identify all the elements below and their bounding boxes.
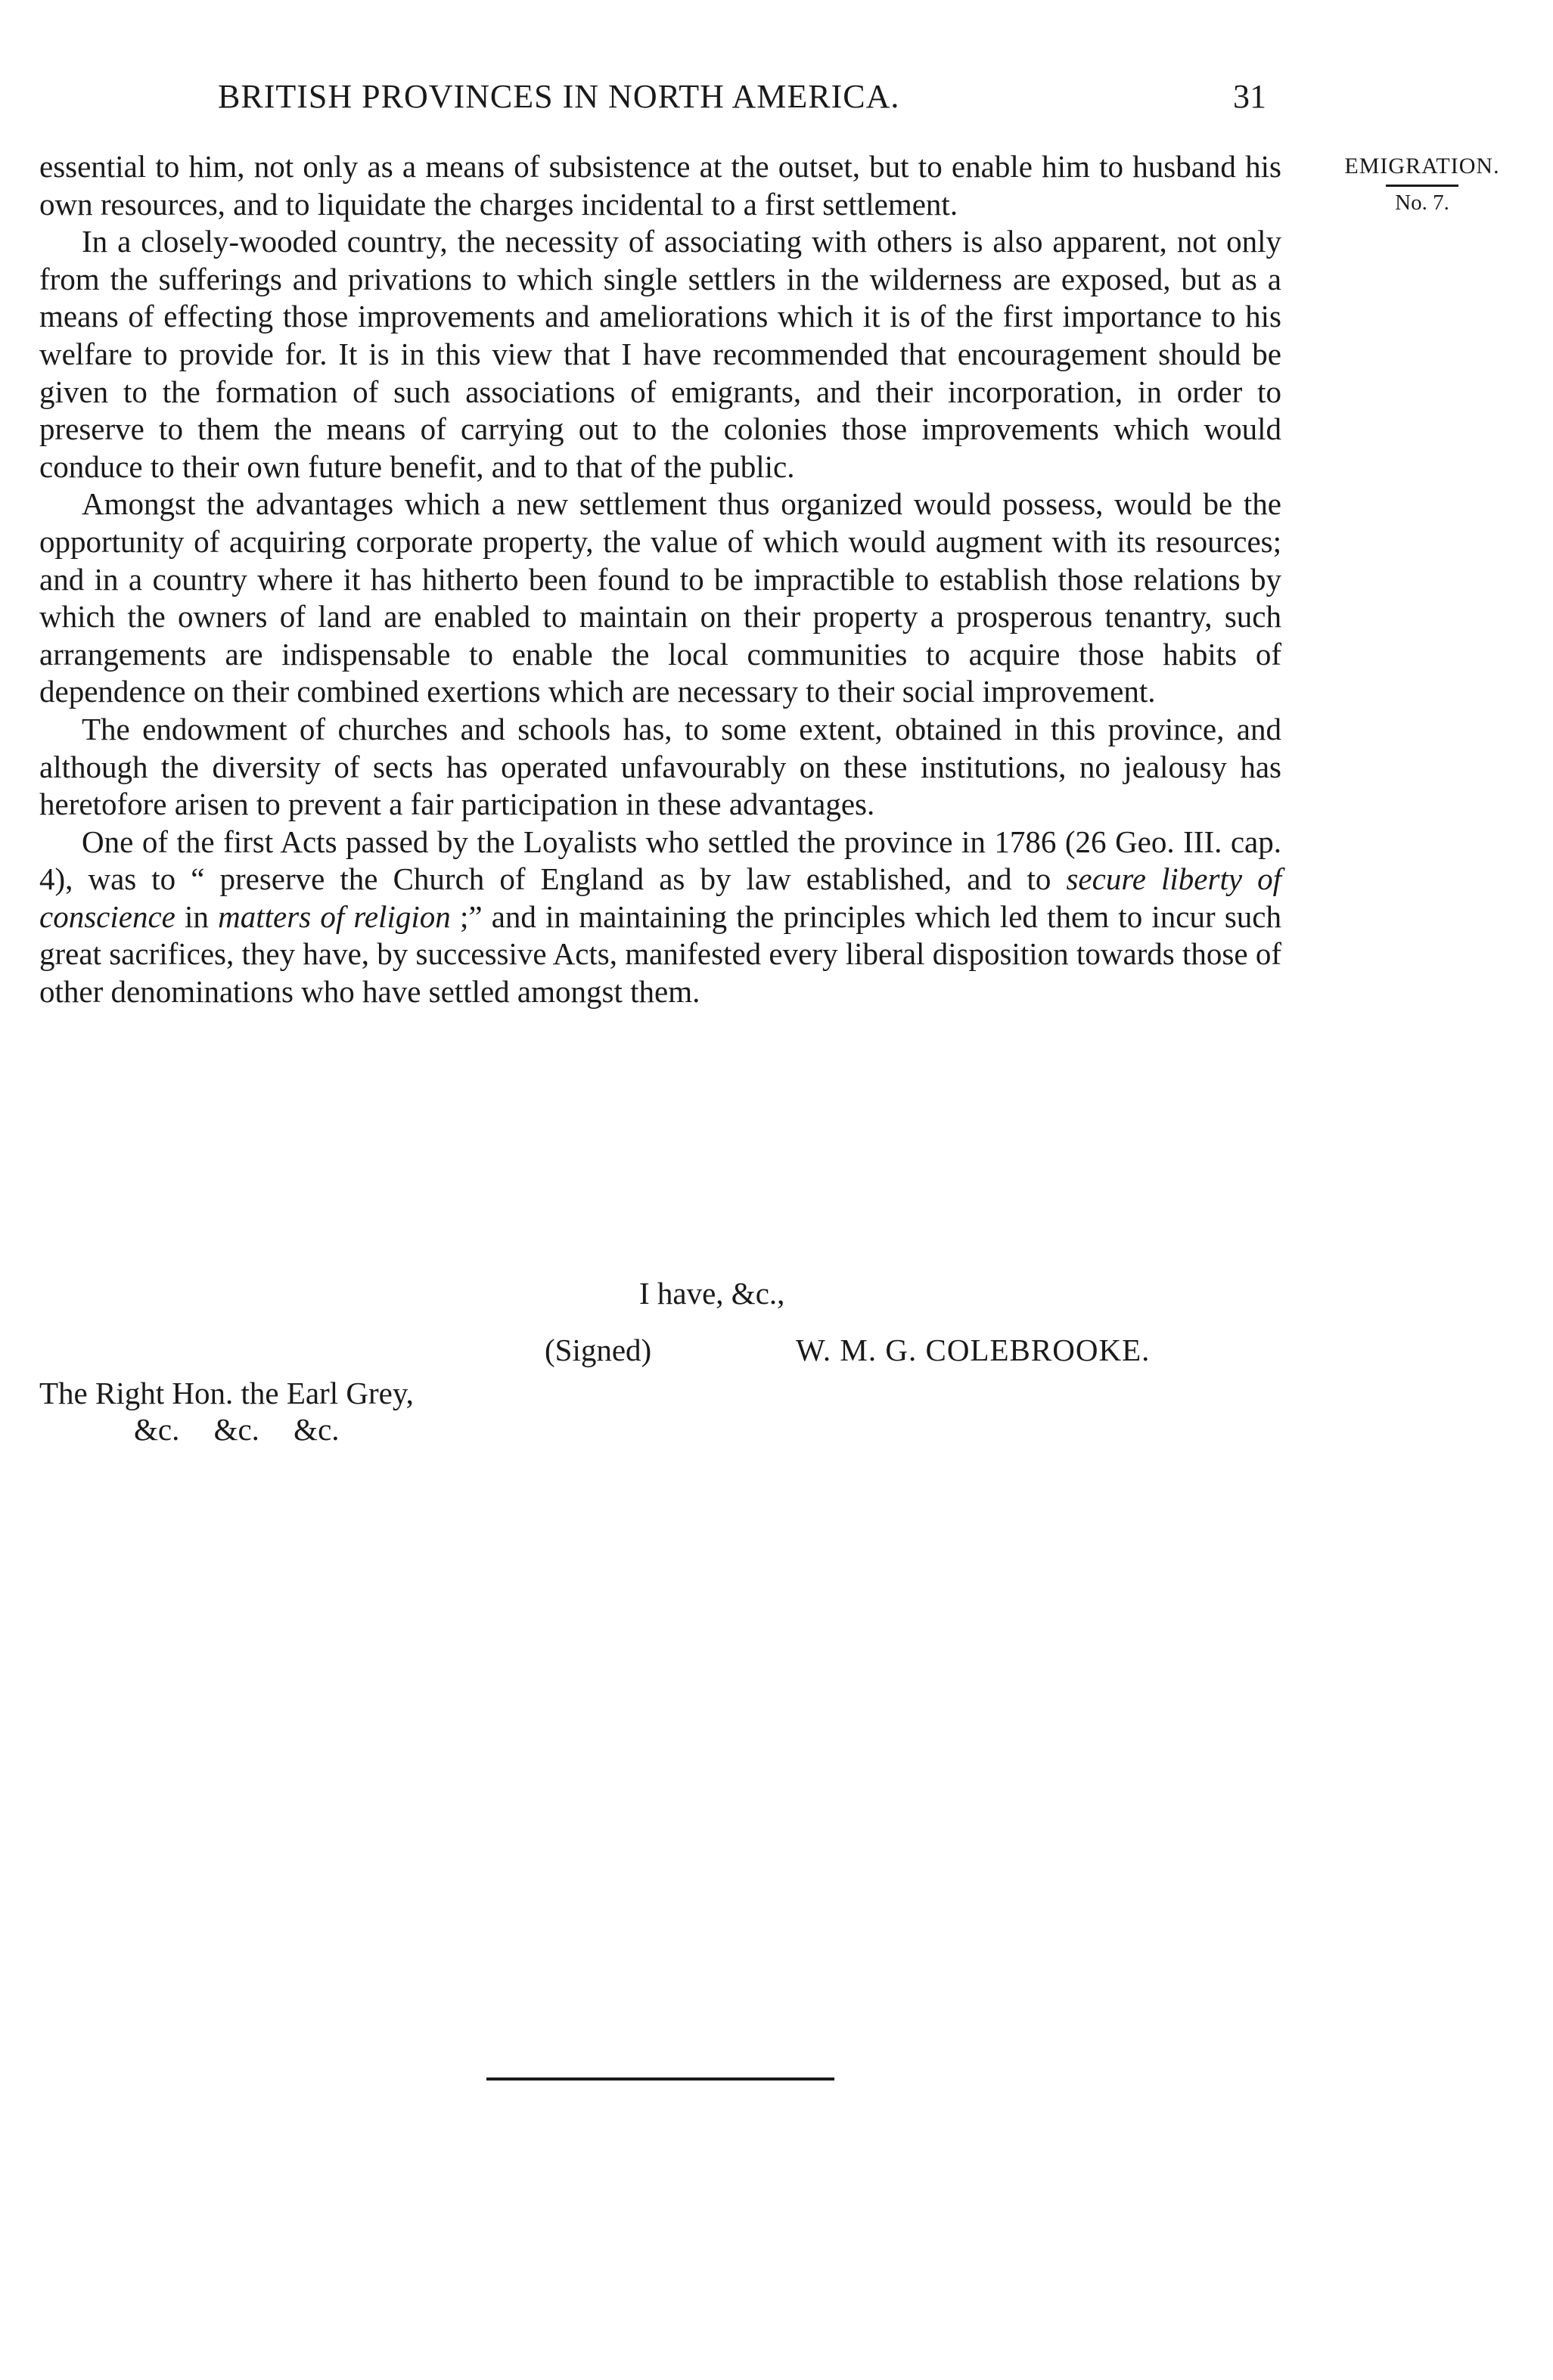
paragraph-1: essential to him, not only as a means of subsistence at the outset, but to enable him to husband his own resources, and to liquidate the charges incidental to a first settlement. [39, 149, 1281, 222]
addressee [39, 1375, 414, 1448]
margin-note [1309, 155, 1536, 214]
page-number: 31 [1233, 78, 1266, 115]
paragraph-3: Amongst the advantages which a new settlement thus organized would possess, would be the opportunity of acquiring corporate property, the value of which would augment with its resources; and in a country where it has hitherto been found to be impractible to establish those relations by which the owners of land are enabled to maintain on their property a prosperous tenantry, such arrangements are indispensable to enable the local communities to acquire those habits of dependence on their combined exertions which are necessary to their social improvement. [39, 486, 1281, 709]
margin-note-rule [1386, 185, 1458, 187]
addressee-name: The Right Hon. the Earl Grey, [39, 1376, 414, 1410]
paragraph-4: The endowment of churches and schools has, to some extent, obtained in this province, and although the diversity of sects has operated unfavourably on these institutions, no jealousy has heretofore arisen to prevent a fair participation in these advantages. [39, 711, 1281, 822]
body-text [39, 148, 1281, 1011]
addressee-etc: &c. &c. &c. [134, 1412, 340, 1447]
paragraph-2: In a closely-wooded country, the necessity of associating with others is also apparent, not only from the sufferings and privations to which single settlers in the wilderness are exposed, but as a means of effecting those improvements and ameliorations which it is of the first importance to his welfare to provide for. It is in this view that I have recommended that encouragement should be given to the formation of such associations of emigrants, and their incorporation, in order to preserve to them the means of carrying out to the colonies those improvements which would conduce to their own future benefit, and to that of the public. [39, 224, 1281, 484]
paragraph-5-italic-a: secure liberty of conscience [39, 861, 1281, 934]
paragraph-5-italic-b: matters of religion [218, 898, 451, 934]
running-title: BRITISH PROVINCES IN NORTH AMERICA. [218, 78, 900, 115]
paragraph-5 [39, 824, 1281, 1011]
signature: W. M. G. COLEBROOKE. [796, 1333, 1151, 1367]
paragraph-5-text-a: One of the first Acts passed by the Loyalists who settled the province in 1786 (26 Geo. III. cap. 4), was to “ preserve the Church of England as by law established, and to [39, 824, 1281, 897]
margin-note-title: EMIGRATION. [1344, 154, 1500, 178]
signed-label: (Signed) [545, 1333, 652, 1367]
paragraph-5-text-b: in [175, 898, 219, 934]
paragraph-5-text-c: ;” and in maintaining the principles which led them to incur such great sacrifices, they have, by successive Acts, manifested every liberal disposition towards those of other denominations who have settled amongst them. [39, 898, 1281, 1010]
end-rule [486, 2077, 834, 2081]
closing-salutation: I have, &c., [639, 1276, 785, 1311]
margin-note-number: No. 7. [1395, 191, 1449, 215]
